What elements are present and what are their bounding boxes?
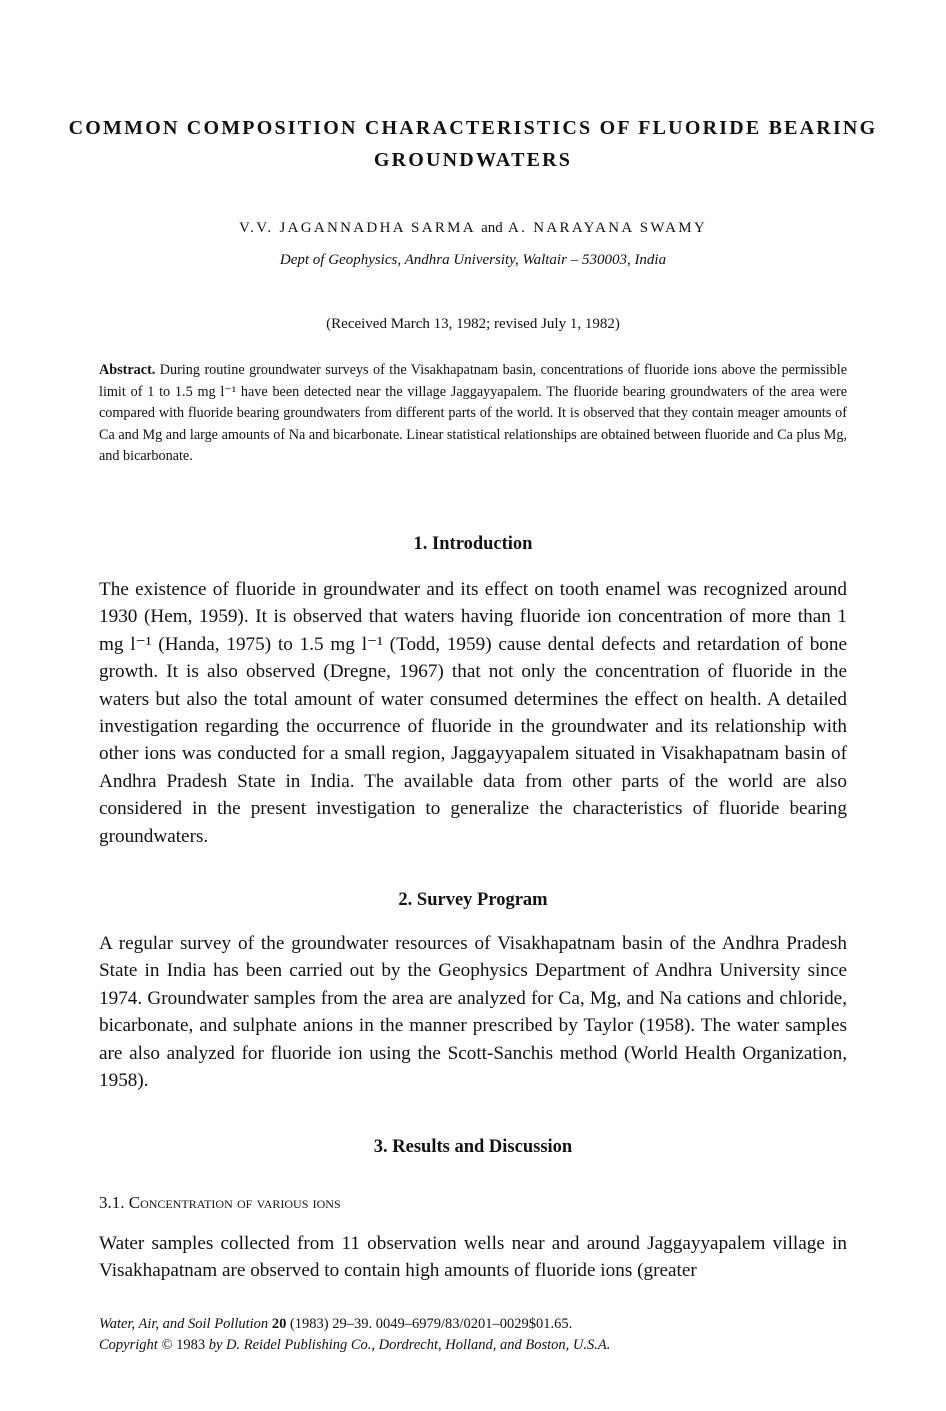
author-line: [60, 220, 886, 237]
abstract-label: Abstract.: [99, 362, 156, 378]
survey-paragraph: A regular survey of the groundwater resources of Visakhapatnam basin of the Andhra Pradesh State in India has been carried out by the Geophysics Department of Andhra University since 1974. Groundwater samples from the area are analyzed for Ca, Mg, and Na cations and chloride, bicarbonate, and sulphate anions in the manner prescribed by Taylor (1958). The water samples are also analyzed for fluoride ion using the Scott-Sanchis method (World Health Organization, 1958).: [99, 933, 847, 1092]
affiliation: Dept of Geophysics, Andhra University, Waltair – 530003, India: [279, 252, 667, 268]
subsection-heading: [99, 1193, 341, 1213]
publisher: by D. Reidel Publishing Co., Dordrecht, Holland, and Boston, U.S.A.: [208, 1337, 611, 1353]
journal-volume: 20: [271, 1316, 287, 1332]
abstract-text: During routine groundwater surveys of the Visakhapatnam basin, concentrations of fluoride ions above the permissible limit of 1 to 1.5 mg l⁻¹ have been detected near the village Jaggayyapalem. The fluoride bearing groundwaters of the area were compared with fluoride bearing groundwaters from different parts of the world. It is observed that they contain meager amounts of Ca and Mg and large amounts of Na and bicarbonate. Linear statistical relationships are obtained between fluoride and Ca plus Mg, and bicarbonate.: [99, 362, 848, 464]
introduction-paragraph: The existence of fluoride in groundwater and its effect on tooth enamel was recognized around 1930 (Hem, 1959). It is observed that waters having fluoride ion concentration of more than 1 mg l⁻¹ (Handa, 1975) to 1.5 mg l⁻¹ (Todd, 1959) cause dental defects and retardation of bone growth. It is also observed (Dregne, 1967) that not only the concentration of fluoride in the waters but also the total amount of water consumed determines the effect on health. A detailed investigation regarding the occurrence of fluoride in the groundwater and its relationship with other ions was conducted for a small region, Jaggayyapalem situated in Visakhapatnam basin of Andhra Pradesh State in India. The available data from other parts of the world are also considered in the present investigation to generalize the characteristics of fluoride bearing groundwaters.: [99, 579, 847, 847]
received-dates: (Received March 13, 1982; revised July 1, 1982): [326, 316, 620, 332]
author-separator: and: [481, 220, 503, 236]
author-1: V.V. JAGANNADHA SARMA: [238, 220, 476, 236]
section-heading-survey: 2. Survey Program: [398, 890, 548, 910]
section-heading-introduction: 1. Introduction: [413, 534, 533, 554]
copyright-year: © 1983: [161, 1337, 206, 1353]
copyright-label: Copyright: [99, 1337, 158, 1353]
journal-line: [99, 1314, 610, 1335]
copyright-line: [99, 1335, 610, 1356]
subsection-number: 3.1.: [99, 1193, 125, 1212]
abstract: [99, 360, 847, 468]
journal-citation: (1983) 29–39. 0049–6979/83/0201–0029$01.65.: [289, 1316, 573, 1332]
results-paragraph: Water samples collected from 11 observation wells near and around Jaggayyapalem village in Visakhapatnam are observed to contain high amounts of fluoride ions (greater: [99, 1233, 847, 1282]
paper-title: COMMON COMPOSITION CHARACTERISTICS OF FLUORIDE BEARING GROUNDWATERS: [68, 117, 878, 171]
section-heading-results: 3. Results and Discussion: [373, 1137, 573, 1157]
author-2: A. NARAYANA SWAMY: [508, 220, 708, 236]
subsection-title: Concentration of various ions: [128, 1193, 341, 1212]
journal-name: Water, Air, and Soil Pollution: [99, 1316, 269, 1332]
footer-citation: [99, 1314, 610, 1356]
